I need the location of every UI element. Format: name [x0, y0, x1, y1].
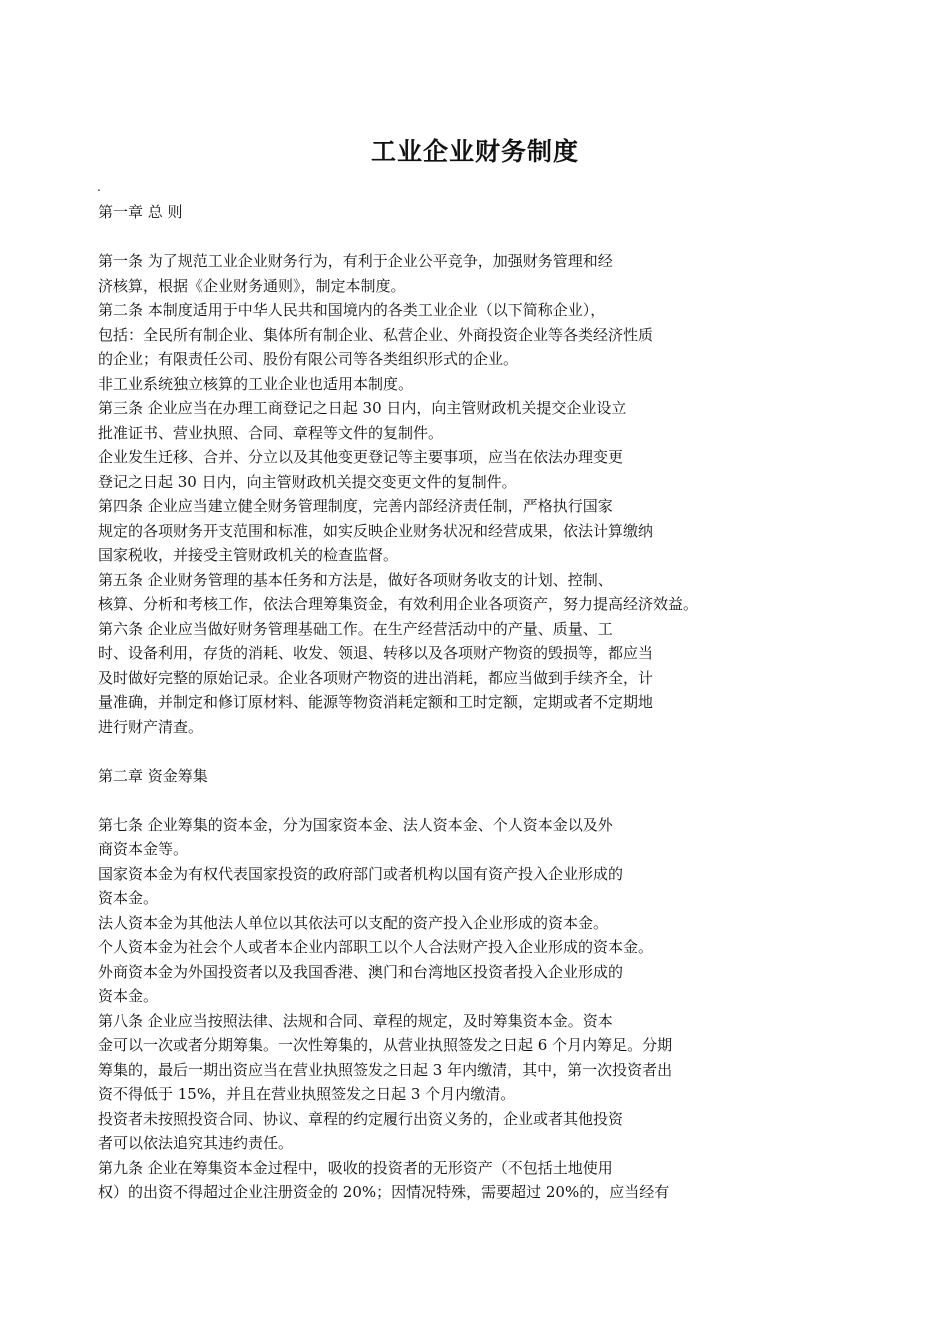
text-line: 个人资本金为社会个人或者本企业内部职工以个人合法财产投入企业形成的资本金。 [98, 938, 654, 956]
text-line: 商资本金等。 [98, 840, 189, 858]
text-line: 核算、分析和考核工作，依法合理筹集资金，有效利用企业各项资产，努力提高经济效益。 [98, 595, 699, 613]
text-line: 批准证书、营业执照、合同、章程等文件的复制件。 [98, 423, 444, 442]
text-line: 第七条 企业筹集的资本金，分为国家资本金、法人资本金、个人资本金以及外 [98, 815, 613, 834]
text-line: 者可以依法追究其违约责任。 [98, 1134, 294, 1152]
text-line: 第一条 为了规范工业企业财务行为，有利于企业公平竞争，加强财务管理和经 [98, 252, 613, 270]
text-line: 金可以一次或者分期筹集。一次性筹集的，从营业执照签发之日起 6 个月内筹足。分期 [98, 1036, 673, 1054]
document-title: 工业企业财务制度 [370, 137, 579, 166]
text-line: 资本金。 [98, 889, 159, 907]
text-line: 的企业；有限责任公司、股份有限公司等各类组织形式的企业。 [98, 350, 519, 368]
text-line: 时、设备利用，存货的消耗、收发、领退、转移以及各项财产物资的毁损等，都应当 [98, 644, 654, 662]
text-line: 资本金。 [98, 987, 159, 1005]
text-line: 国家税收，并接受主管财政机关的检查监督。 [98, 546, 399, 564]
blank-line [98, 788, 798, 813]
text-line: 投资者未按照投资合同、协议、章程的约定履行出资义务的，企业或者其他投资 [98, 1109, 624, 1128]
text-line: 及时做好完整的原始记录。企业各项财产物资的进出消耗，都应当做到手续齐全，计 [98, 668, 654, 687]
text-line: 第一章 总 则 [98, 203, 183, 221]
text-line: 非工业系统独立核算的工业企业也适用本制度。 [98, 374, 414, 393]
text-line: 外商资本金为外国投资者以及我国香港、澳门和台湾地区投资者投入企业形成的 [98, 962, 624, 981]
text-line: 国家资本金为有权代表国家投资的政府部门或者机构以国有资产投入企业形成的 [98, 864, 624, 883]
text-line: 第二章 资金筹集 [98, 766, 208, 785]
text-line: 第二条 本制度适用于中华人民共和国境内的各类工业企业（以下简称企业）， [98, 301, 606, 319]
text-line: 规定的各项财务开支范围和标准，如实反映企业财务状况和经营成果，依法计算缴纳 [98, 521, 654, 540]
text-line: 第六条 企业应当做好财务管理基础工作。在生产经营活动中的产量、质量、工 [98, 619, 613, 638]
document-body [98, 200, 798, 1205]
paragraph-marker: . [97, 180, 101, 194]
text-line: 权）的出资不得超过企业注册资金的 20%；因情况特殊，需要超过 20%的，应当经有 [98, 1183, 670, 1201]
text-line: 登记之日起 30 日内，向主管财政机关提交变更文件的复制件。 [98, 472, 517, 491]
text-line: 济核算，根据《企业财务通则》，制定本制度。 [98, 276, 406, 295]
text-line: 法人资本金为其他法人单位以其依法可以支配的资产投入企业形成的资本金。 [98, 913, 609, 932]
text-line: 包括：全民所有制企业、集体所有制企业、私营企业、外商投资企业等各类经济性质 [98, 325, 654, 344]
text-line: 量准确，并制定和修订原材料、能源等物资消耗定额和工时定额，定期或者不定期地 [98, 693, 654, 711]
text-line: 资不得低于 15%，并且在营业执照签发之日起 3 个月内缴清。 [98, 1085, 516, 1103]
text-line: 进行财产清查。 [98, 717, 204, 736]
text-line: 第八条 企业应当按照法律、法规和合同、章程的规定，及时筹集资本金。资本 [98, 1011, 613, 1030]
blank-line [98, 225, 798, 250]
blank-line [98, 739, 798, 764]
text-line: 筹集的，最后一期出资应当在营业执照签发之日起 3 年内缴清，其中，第一次投资者出 [98, 1060, 673, 1079]
text-line: 第四条 企业应当建立健全财务管理制度，完善内部经济责任制，严格执行国家 [98, 497, 613, 515]
text-line: 第九条 企业在筹集资本金过程中，吸收的投资者的无形资产（不包括土地使用 [98, 1158, 613, 1177]
text-line: 企业发生迁移、合并、分立以及其他变更登记等主要事项，应当在依法办理变更 [98, 448, 624, 466]
text-line: 第五条 企业财务管理的基本任务和方法是，做好各项财务收支的计划、控制、 [98, 570, 613, 589]
text-line: 第三条 企业应当在办理工商登记之日起 30 日内，向主管财政机关提交企业设立 [98, 399, 627, 417]
